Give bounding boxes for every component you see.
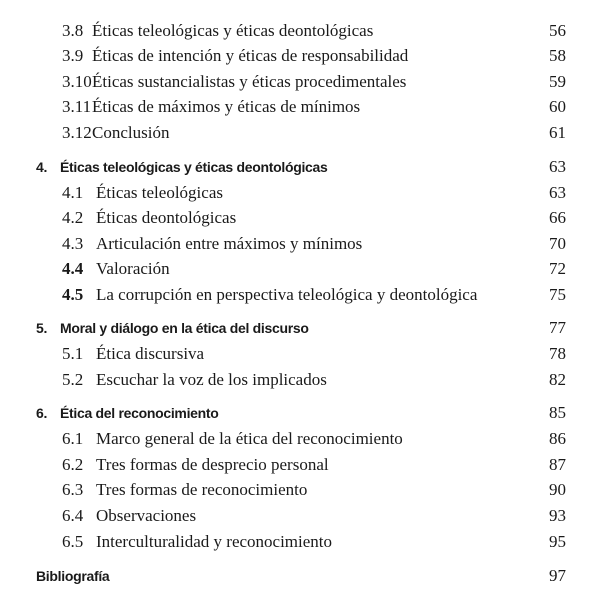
entry-number: 4.5 bbox=[62, 285, 84, 304]
entry-title: Éticas de intención y éticas de responsabilidad bbox=[92, 46, 409, 65]
entry-number: 4.3 bbox=[62, 234, 84, 253]
toc-entry-3-12 bbox=[0, 122, 600, 146]
entry-page: 58 bbox=[549, 46, 566, 65]
entry-page: 78 bbox=[549, 344, 566, 363]
entry-page: 75 bbox=[549, 285, 566, 304]
chapter-page: 85 bbox=[549, 403, 566, 422]
entry-page: 86 bbox=[549, 429, 566, 448]
entry-title: Éticas sustancialistas y éticas procedimentales bbox=[92, 72, 407, 91]
entry-title: Tres formas de desprecio personal bbox=[96, 455, 329, 474]
entry-title: Éticas deontológicas bbox=[96, 208, 237, 227]
toc-entry-6-2 bbox=[0, 454, 600, 478]
entry-title: Tres formas de reconocimiento bbox=[96, 480, 308, 499]
entry-number: 5.1 bbox=[62, 344, 84, 363]
entry-title: Valoración bbox=[96, 259, 170, 278]
toc-entry-6-1 bbox=[0, 428, 600, 452]
entry-number: 6.3 bbox=[62, 480, 84, 499]
entry-page: 56 bbox=[549, 21, 566, 40]
entry-title: La corrupción en perspectiva teleológica y deontológica bbox=[96, 285, 478, 304]
entry-page: 72 bbox=[549, 259, 566, 278]
entry-title: Éticas teleológicas bbox=[96, 183, 223, 202]
chapter-number: 4. bbox=[36, 159, 48, 175]
entry-title: Éticas teleológicas y éticas deontológicas bbox=[92, 21, 374, 40]
entry-page: 87 bbox=[549, 455, 566, 474]
entry-page: 59 bbox=[549, 72, 566, 91]
toc-bibliography bbox=[0, 565, 600, 589]
toc-chapter-5 bbox=[0, 317, 600, 341]
chapter-number: 6. bbox=[36, 405, 48, 421]
entry-title: Marco general de la ética del reconocimiento bbox=[96, 429, 403, 448]
toc-chapter-6 bbox=[0, 402, 600, 426]
toc-entry-3-11 bbox=[0, 96, 600, 120]
entry-number: 3.12 bbox=[62, 123, 92, 142]
toc-entry-4-1 bbox=[0, 182, 600, 206]
toc-entry-4-4 bbox=[0, 258, 600, 282]
entry-page: 93 bbox=[549, 506, 566, 525]
entry-number: 6.1 bbox=[62, 429, 84, 448]
toc-entry-4-3 bbox=[0, 233, 600, 257]
bibliography-page: 97 bbox=[549, 566, 566, 585]
entry-title: Articulación entre máximos y mínimos bbox=[96, 234, 363, 253]
entry-number: 4.4 bbox=[62, 259, 84, 278]
entry-title: Éticas de máximos y éticas de mínimos bbox=[92, 97, 361, 116]
chapter-page: 63 bbox=[549, 157, 566, 176]
entry-page: 63 bbox=[549, 183, 566, 202]
entry-number: 6.2 bbox=[62, 455, 84, 474]
entry-number: 6.4 bbox=[62, 506, 84, 525]
entry-number: 5.2 bbox=[62, 370, 84, 389]
entry-title: Ética discursiva bbox=[96, 344, 205, 363]
entry-number: 3.9 bbox=[62, 46, 84, 65]
entry-number: 3.10 bbox=[62, 72, 92, 91]
entry-number: 3.11 bbox=[62, 97, 92, 116]
toc-entry-5-1 bbox=[0, 343, 600, 367]
chapter-page: 77 bbox=[549, 318, 566, 337]
entry-page: 61 bbox=[549, 123, 566, 142]
toc-entry-6-3 bbox=[0, 479, 600, 503]
toc-entry-6-4 bbox=[0, 505, 600, 529]
toc-entry-4-5 bbox=[0, 284, 600, 308]
entry-page: 90 bbox=[549, 480, 566, 499]
chapter-number: 5. bbox=[36, 320, 48, 336]
toc-entry-3-9 bbox=[0, 45, 600, 69]
chapter-title: Ética del reconocimiento bbox=[60, 405, 219, 421]
toc-entry-4-2 bbox=[0, 207, 600, 231]
toc-chapter-4 bbox=[0, 156, 600, 180]
entry-page: 60 bbox=[549, 97, 566, 116]
entry-page: 95 bbox=[549, 532, 566, 551]
entry-title: Escuchar la voz de los implicados bbox=[96, 370, 327, 389]
entry-title: Conclusión bbox=[92, 123, 170, 142]
chapter-title: Éticas teleológicas y éticas deontológicas bbox=[60, 159, 328, 175]
entry-page: 70 bbox=[549, 234, 566, 253]
entry-number: 3.8 bbox=[62, 21, 84, 40]
entry-page: 82 bbox=[549, 370, 566, 389]
entry-title: Interculturalidad y reconocimiento bbox=[96, 532, 333, 551]
toc-entry-5-2 bbox=[0, 369, 600, 393]
toc-entry-6-5 bbox=[0, 531, 600, 555]
entry-number: 4.1 bbox=[62, 183, 84, 202]
entry-title: Observaciones bbox=[96, 506, 197, 525]
entry-number: 6.5 bbox=[62, 532, 84, 551]
entry-page: 66 bbox=[549, 208, 566, 227]
toc-entry-3-10 bbox=[0, 71, 600, 95]
toc-entry-3-8 bbox=[0, 20, 600, 44]
chapter-title: Moral y diálogo en la ética del discurso bbox=[60, 320, 309, 336]
entry-number: 4.2 bbox=[62, 208, 84, 227]
bibliography-title: Bibliografía bbox=[36, 568, 110, 584]
